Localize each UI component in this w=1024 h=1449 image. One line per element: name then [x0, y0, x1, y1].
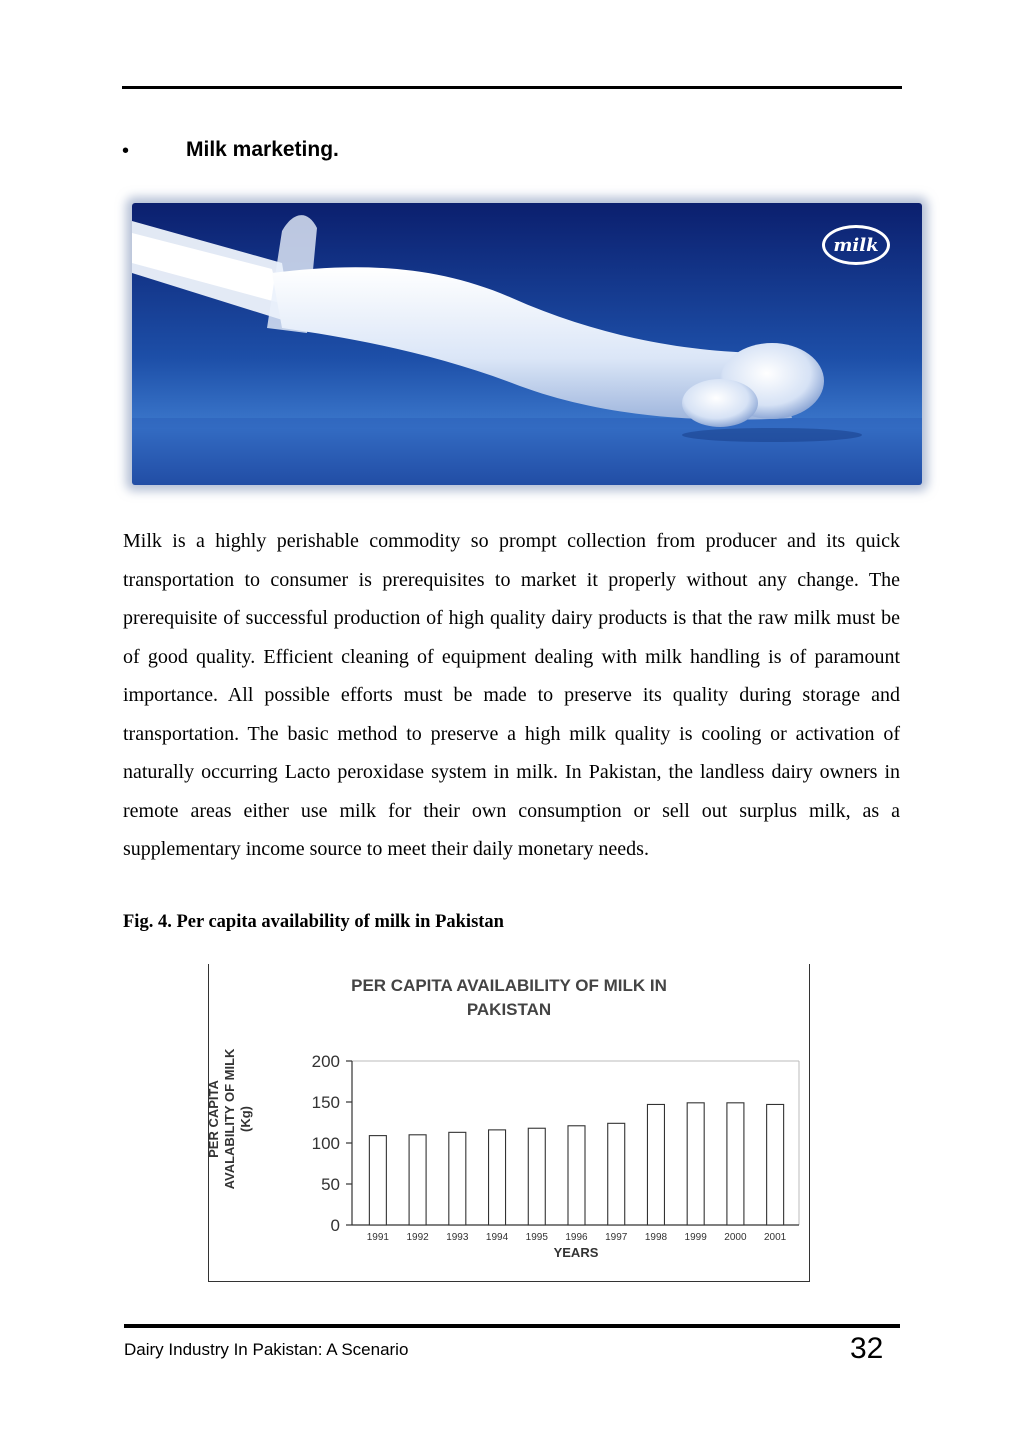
- body-paragraph: Milk is a highly perishable commodity so prompt collection from producer and its quick transportation to consumer is prerequisites to market it properly without any change. The prerequisite of successful production of high quality dairy products is that the raw milk must be of good quality. Efficient cleaning of equipment dealing with milk handling is of paramount importance. All possible efforts must be made to preserve its quality during storage and transportation. The basic method to preserve a high milk quality is cooling or activation of naturally occurring Lacto peroxidase system in milk. In Pakistan, the landless dairy owners in remote areas either use milk for their own consumption or sell out surplus milk, as a supplementary income source to meet their daily monetary needs.: [123, 530, 900, 860]
- bar-1999: [687, 1103, 704, 1225]
- footer-title: Dairy Industry In Pakistan: A Scenario: [124, 1340, 409, 1359]
- y-tick-label: 0: [330, 1216, 340, 1235]
- bar-1997: [608, 1123, 625, 1225]
- bar-1992: [409, 1135, 426, 1225]
- bar-1996: [568, 1126, 585, 1225]
- section-heading: [122, 138, 722, 168]
- bar-1998: [647, 1104, 664, 1225]
- x-tick-label: 1992: [406, 1232, 429, 1243]
- x-tick-label: 1994: [485, 1232, 509, 1243]
- x-tick-label: 1999: [684, 1232, 707, 1243]
- x-tick-label: 1993: [446, 1232, 469, 1243]
- page-number: 32: [850, 1332, 884, 1365]
- y-axis-label-line-1: PER CAPITA: [206, 1080, 221, 1158]
- y-tick-label: 150: [311, 1093, 340, 1112]
- header-rule: [122, 86, 902, 89]
- chart-title-line-1: PER CAPITA AVAILABILITY OF MILK IN: [351, 976, 667, 995]
- figure-caption: Fig. 4. Per capita availability of milk in Pakistan: [123, 912, 504, 932]
- x-tick-label: 1996: [565, 1232, 588, 1243]
- x-tick-label: 1997: [605, 1232, 628, 1243]
- chart-frame: [208, 964, 810, 1282]
- bullet-icon: •: [122, 140, 130, 162]
- milk-bone-illustration: [132, 203, 922, 485]
- chart-title-line-2: PAKISTAN: [466, 1000, 552, 1019]
- x-axis-label: YEARS: [553, 1245, 599, 1260]
- bar-1993: [449, 1132, 466, 1225]
- y-tick-label: 100: [311, 1134, 340, 1153]
- y-axis-label-line-3: (Kg): [238, 1106, 253, 1132]
- x-tick-label: 2000: [724, 1232, 747, 1243]
- x-tick-label: 1995: [525, 1232, 548, 1243]
- footer-rule: [124, 1324, 900, 1328]
- bar-1995: [528, 1128, 545, 1225]
- section-title: Milk marketing.: [186, 138, 339, 161]
- bar-2000: [727, 1103, 744, 1225]
- y-axis-label-line-2: AVALABILITY OF MILK: [222, 1048, 237, 1190]
- milk-bone-photo: [132, 203, 922, 485]
- bar-1994: [489, 1130, 506, 1225]
- x-tick-label: 1991: [366, 1232, 389, 1243]
- y-tick-label: 50: [321, 1175, 340, 1194]
- bar-1991: [369, 1136, 386, 1225]
- milk-logo: milk: [822, 225, 890, 265]
- y-tick-label: 200: [311, 1052, 340, 1071]
- x-tick-label: 1998: [644, 1232, 668, 1243]
- bar-chart: [209, 964, 808, 1280]
- bar-2001: [767, 1104, 784, 1225]
- x-tick-label: 2001: [764, 1232, 787, 1243]
